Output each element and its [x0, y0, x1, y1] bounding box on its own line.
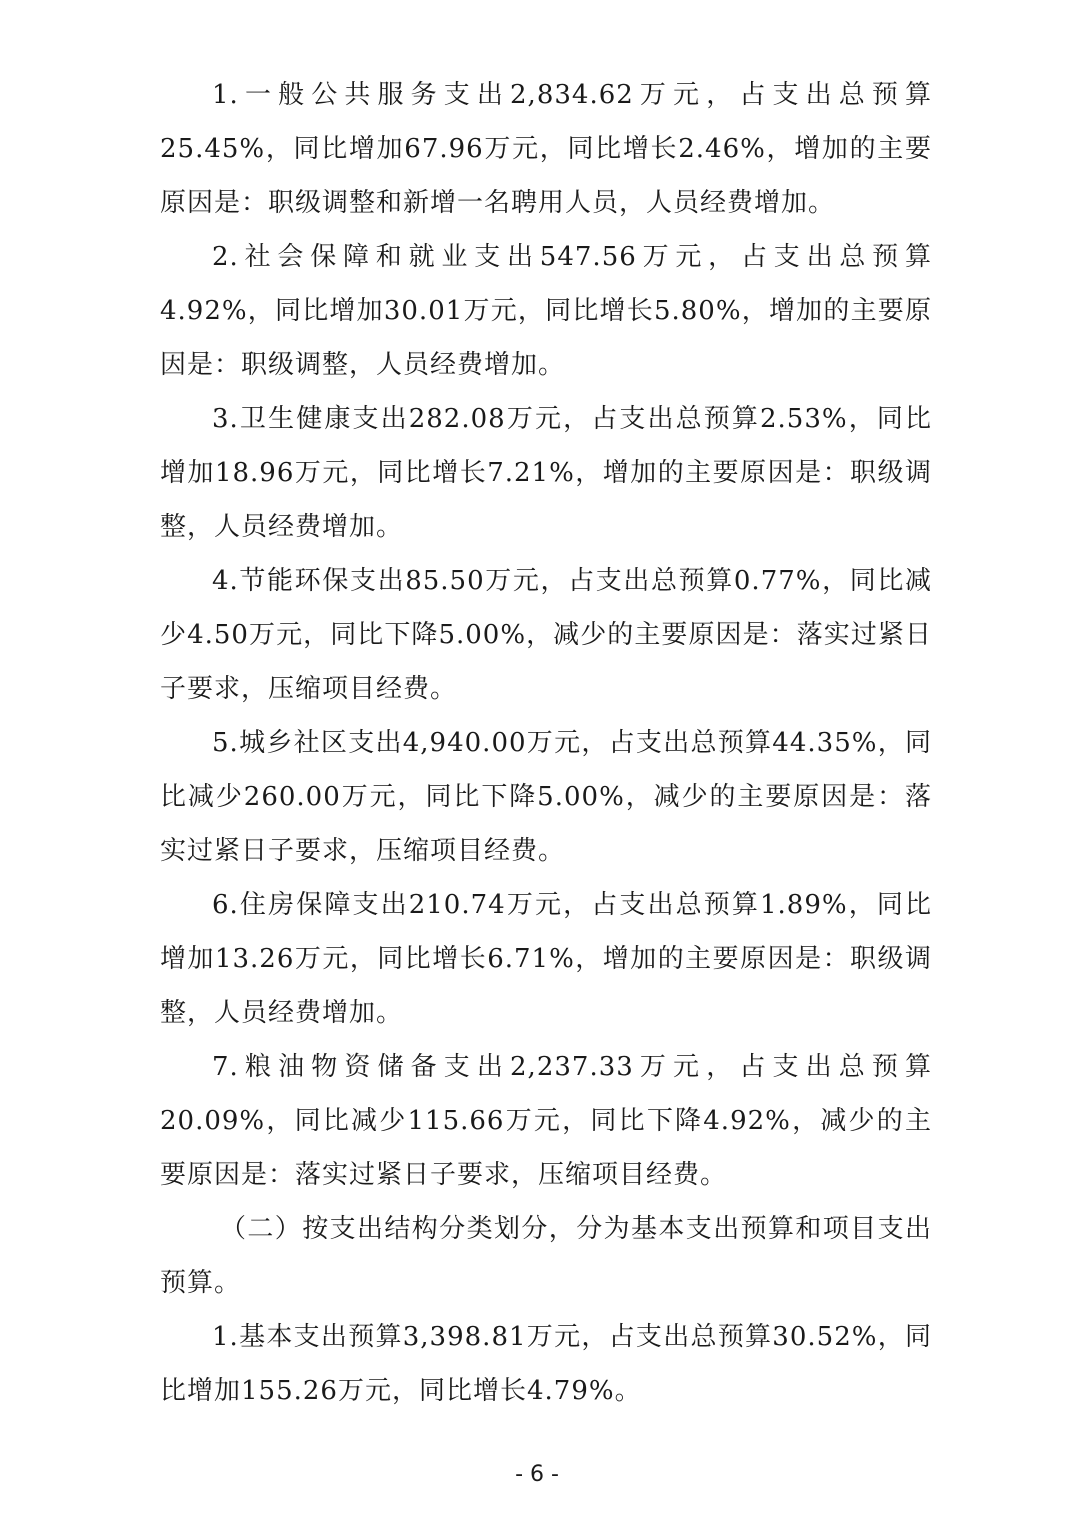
paragraph-general-public-services: 1.一般公共服务支出2,834.62万元，占支出总预算25.45%，同比增加67.96万元，同比增长2.46%，增加的主要原因是：职级调整和新增一名聘用人员，人员经费增加。: [160, 80, 932, 218]
document-body: [160, 68, 932, 1418]
paragraph-basic-expenditure: 1.基本支出预算3,398.81万元，占支出总预算30.52%，同比增加155.26万元，同比增长4.79%。: [160, 1322, 932, 1406]
paragraph-health: 3.卫生健康支出282.08万元，占支出总预算2.53%，同比增加18.96万元，同比增长7.21%，增加的主要原因是：职级调整，人员经费增加。: [160, 404, 932, 542]
paragraph-grain-oil-reserves: 7.粮油物资储备支出2,237.33万元，占支出总预算20.09%，同比减少115.66万元，同比下降4.92%，减少的主要原因是：落实过紧日子要求，压缩项目经费。: [160, 1052, 932, 1190]
page-number: - 6 -: [515, 1462, 559, 1487]
paragraph-urban-rural-community: 5.城乡社区支出4,940.00万元，占支出总预算44.35%，同比减少260.00万元，同比下降5.00%，减少的主要原因是：落实过紧日子要求，压缩项目经费。: [160, 728, 932, 866]
paragraph-housing-security: 6.住房保障支出210.74万元，占支出总预算1.89%，同比增加13.26万元，同比增长6.71%，增加的主要原因是：职级调整，人员经费增加。: [160, 890, 932, 1028]
paragraph-energy-environment: 4.节能环保支出85.50万元，占支出总预算0.77%，同比减少4.50万元，同比下降5.00%，减少的主要原因是：落实过紧日子要求，压缩项目经费。: [160, 566, 932, 704]
section-heading-expenditure-structure: （二）按支出结构分类划分，分为基本支出预算和项目支出预算。: [160, 1214, 932, 1298]
paragraph-social-security-employment: 2.社会保障和就业支出547.56万元，占支出总预算4.92%，同比增加30.01万元，同比增长5.80%，增加的主要原因是：职级调整，人员经费增加。: [160, 242, 932, 380]
